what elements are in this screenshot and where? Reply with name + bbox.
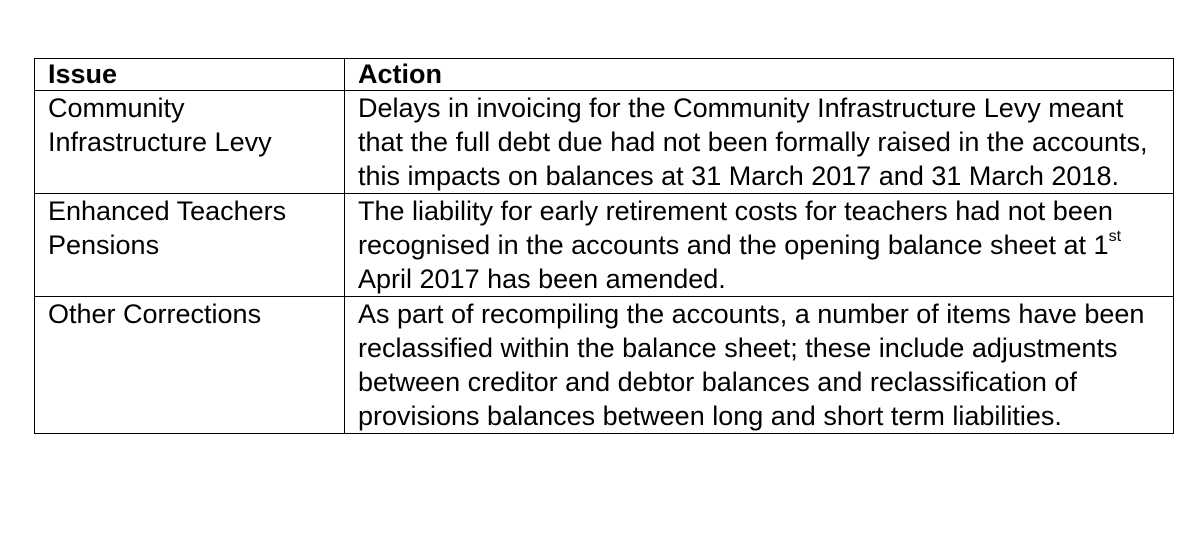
issue-cell: Enhanced Teachers Pensions	[35, 194, 345, 297]
table-row	[35, 91, 1174, 194]
action-text-before: The liability for early retirement costs for teachers had not been recognised in the accounts and the opening balance sheet at 1	[358, 196, 1113, 260]
issue-column-header: Issue	[35, 59, 345, 91]
issues-actions-table	[34, 58, 1174, 434]
action-cell: Delays in invoicing for the Community Infrastructure Levy meant that the full debt due had not been formally raised in the accounts, this impacts on balances at 31 March 2017 and 31 March 2018.	[345, 91, 1174, 194]
table-header-row	[35, 59, 1174, 91]
action-cell: As part of recompiling the accounts, a number of items have been reclassified within the balance sheet; these include adjustments between creditor and debtor balances and reclassification of provisions balances between long and short term liabilities.	[345, 297, 1174, 434]
action-column-header: Action	[345, 59, 1174, 91]
table-row	[35, 194, 1174, 297]
action-text-after: April 2017 has been amended.	[358, 264, 726, 294]
ordinal-suffix: st	[1108, 228, 1122, 245]
issue-cell: Other Corrections	[35, 297, 345, 434]
issue-cell: Community Infrastructure Levy	[35, 91, 345, 194]
table-row	[35, 297, 1174, 434]
action-cell	[345, 194, 1174, 297]
